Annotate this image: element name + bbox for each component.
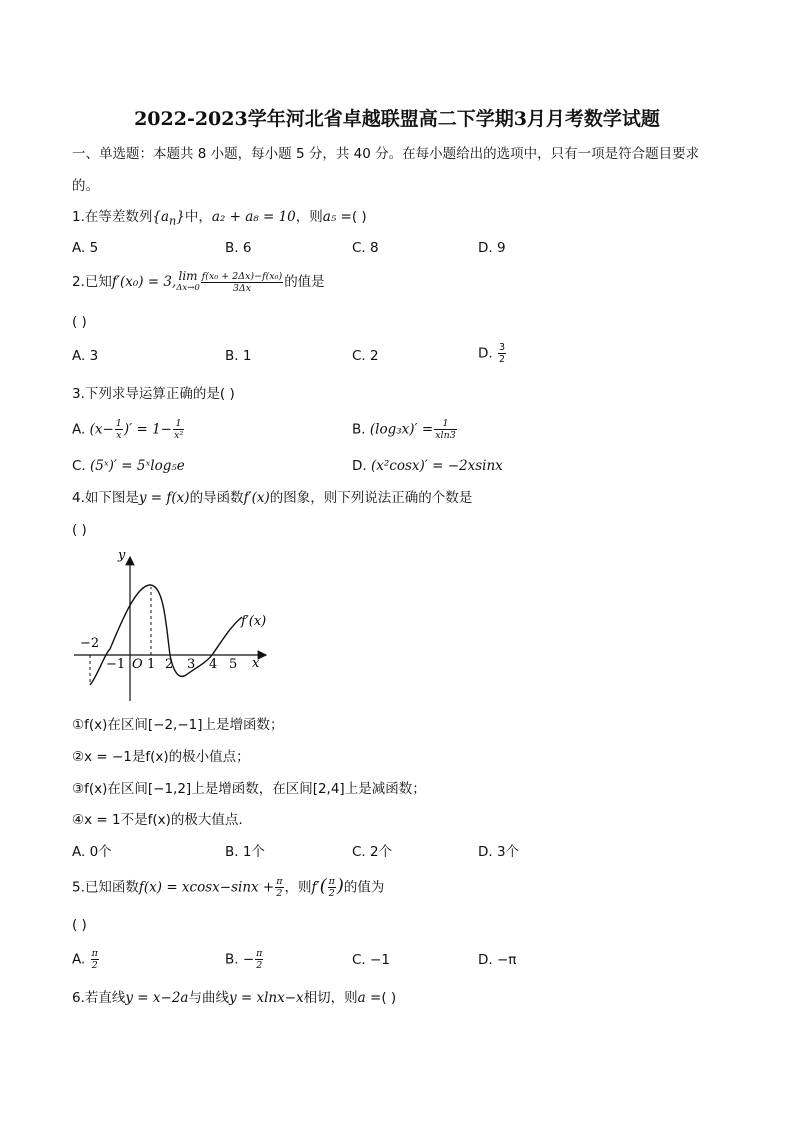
q2-option-c[interactable]: C. 2 (352, 348, 379, 364)
q5-b-den: 2 (256, 960, 263, 971)
q5-paren-close: ) (336, 875, 344, 897)
question-4-stem (72, 488, 472, 508)
q4-option-d[interactable]: D. 3个 (478, 844, 520, 860)
q2-suffix: 的值是 (284, 274, 325, 290)
q2-option-a[interactable]: A. 3 (72, 348, 99, 364)
q6-then: 相切，则 (303, 990, 358, 1006)
q6-blank: ( ) (381, 990, 397, 1006)
q2-fraction (201, 271, 283, 294)
q5-blank: ( ) (72, 917, 87, 933)
q5-frac-den: 2 (276, 888, 283, 899)
q1-prefix: 1.在等差数列 (72, 209, 153, 225)
q2-option-d[interactable] (478, 342, 507, 365)
q5-b-label: B. − (225, 951, 255, 968)
derivative-graph (70, 545, 280, 705)
q1-option-a[interactable]: A. 5 (72, 240, 99, 256)
q5-ask-frac (328, 876, 336, 899)
page-title: 2022-2023学年河北省卓越联盟高二下学期3月月考数学试题 (134, 108, 660, 130)
q3-b-den: xln3 (435, 430, 456, 441)
q1-option-c[interactable]: C. 8 (352, 240, 379, 256)
q3-a-den1: x (116, 430, 122, 441)
q5-ask-num: π (328, 876, 335, 887)
q1-seq-sub: n (169, 214, 177, 228)
q1-then: ，则 (295, 209, 323, 225)
q4-statement-4: ④x = 1不是f(x)的极大值点. (72, 812, 243, 828)
q5-a-frac (91, 948, 99, 971)
q3-d-expr: (x²cosx)′ = −2xsinx (370, 458, 503, 474)
q3-a-den2: x² (173, 430, 184, 441)
q1-option-d[interactable]: D. 9 (478, 240, 506, 256)
q5-frac (275, 876, 283, 899)
q3-b-num: 1 (434, 418, 457, 430)
q5-option-c[interactable]: C. −1 (352, 952, 390, 968)
q1-blank: ( ) (351, 209, 367, 225)
q5-then: ，则 (284, 879, 312, 896)
tick-label-minus2: −2 (80, 636, 100, 651)
q1-sequence (152, 209, 185, 228)
question-3-stem: 3.下列求导运算正确的是( ) (72, 386, 235, 402)
q2-option-b[interactable]: B. 1 (225, 348, 252, 364)
q2-lim-sub: Δx→0 (176, 283, 200, 293)
q3-a-label: A. (72, 421, 86, 438)
q4-stem-c: 的图象，则下列说法正确的个数是 (269, 490, 473, 506)
q2-prefix: 2.已知 (72, 274, 112, 290)
q2-d-den: 2 (498, 354, 506, 365)
q4-stem-f: y = f(x) (138, 490, 190, 506)
q1-mid: 中， (184, 209, 212, 225)
q4-option-c[interactable]: C. 2个 (352, 844, 393, 860)
q1-seq-open: {a (152, 209, 170, 225)
q3-a-expr2: )′ = 1− (123, 421, 172, 438)
q3-b-frac (434, 418, 457, 441)
q3-a-frac2 (173, 418, 184, 441)
tick-label-2: 2 (165, 657, 174, 672)
q5-frac-num: π (276, 876, 283, 887)
q5-prefix: 5.已知函数 (72, 879, 139, 896)
section-instructions-line2: 的。 (72, 178, 99, 194)
q3-b-expr: (log₃x)′ = (369, 421, 434, 438)
q2-option-d-fraction (498, 342, 506, 365)
q1-seq-close: } (176, 209, 185, 225)
q2-lim-word: lim (178, 269, 198, 283)
q3-option-a[interactable] (72, 418, 185, 441)
q5-option-a[interactable] (72, 948, 100, 971)
question-2-stem (72, 270, 325, 294)
q6-ask: a = (357, 990, 382, 1006)
q5-a-label: A. (72, 951, 86, 968)
q1-condition: a₂ + a₈ = 10 (211, 209, 296, 225)
q6-curve-eq: y = xlnx−x (228, 990, 304, 1006)
tick-label-4: 4 (209, 657, 218, 672)
q2-blank: ( ) (72, 314, 87, 330)
q3-option-c[interactable] (72, 456, 185, 476)
question-1-stem (72, 207, 367, 232)
q5-paren-open: ( (319, 875, 327, 897)
q5-ask-den: 2 (328, 888, 335, 899)
q4-statement-1: ①f(x)在区间[−2,−1]上是增函数； (72, 717, 284, 733)
q4-blank: ( ) (72, 522, 87, 538)
tick-label-1: 1 (147, 657, 156, 672)
tick-label-5: 5 (229, 657, 238, 672)
q4-statement-3: ③f(x)在区间[−1,2]上是增函数，在区间[2,4]上是减函数； (72, 781, 426, 797)
q2-d-num: 3 (498, 342, 506, 353)
x-axis-label: x (252, 656, 260, 671)
q3-a-num2: 1 (173, 418, 184, 430)
q4-stem-a: 4.如下图是 (72, 490, 139, 506)
q3-option-d[interactable] (352, 456, 503, 476)
q4-option-b[interactable]: B. 1个 (225, 844, 265, 860)
q4-statement-2: ②x = −1是f(x)的极小值点； (72, 749, 250, 765)
q3-a-expr1: (x− (89, 421, 114, 438)
origin-label: O (132, 657, 143, 672)
tick-label-minus1: −1 (106, 657, 126, 672)
q6-mid: 与曲线 (188, 990, 229, 1006)
question-5-stem (72, 876, 384, 899)
q5-option-d[interactable]: D. −π (478, 952, 517, 968)
q5-a-num: π (91, 948, 98, 959)
section-instructions-line1: 一、单选题：本题共 8 小题，每小题 5 分，共 40 分。在每小题给出的选项中，只有一项是符合题目要求 (72, 146, 700, 162)
q2-given: f′(x₀) = 3, (111, 274, 177, 290)
q1-ask: a₅ = (322, 209, 352, 225)
q5-suffix: 的值为 (343, 879, 385, 896)
q4-stem-fp: f′(x) (243, 490, 270, 506)
q5-option-b[interactable] (225, 948, 264, 971)
tick-label-3: 3 (187, 657, 196, 672)
q3-b-label: B. (352, 421, 366, 438)
q2-limit (176, 270, 199, 294)
q2-denominator: 3Δx (232, 282, 252, 294)
q5-ask: f′ (311, 879, 320, 896)
q3-a-num1: 1 (115, 418, 122, 429)
q6-prefix: 6.若直线 (72, 990, 126, 1006)
question-6-stem (72, 988, 396, 1008)
q5-b-num: π (256, 948, 263, 959)
q5-expr: f(x) = xcosx−sinx + (138, 879, 275, 896)
q4-stem-b: 的导函数 (189, 490, 244, 506)
q3-c-label: C. (72, 458, 86, 474)
q4-option-a[interactable]: A. 0个 (72, 844, 112, 860)
q5-a-den: 2 (91, 960, 98, 971)
q3-c-expr: (5ˣ)′ = 5ˣlog₅e (90, 458, 185, 474)
q6-line-eq: y = x−2a (125, 990, 189, 1006)
q2-numerator: f(x₀ + 2Δx)−f(x₀) (201, 270, 283, 282)
q3-option-b[interactable] (352, 418, 458, 441)
q2-option-d-label: D. (478, 345, 493, 362)
y-axis-label: y (118, 548, 126, 563)
q5-b-frac (255, 948, 263, 971)
q1-option-b[interactable]: B. 6 (225, 240, 252, 256)
curve-label: f′(x) (241, 614, 267, 629)
q3-d-label: D. (352, 458, 367, 474)
q3-a-frac1 (115, 418, 123, 441)
